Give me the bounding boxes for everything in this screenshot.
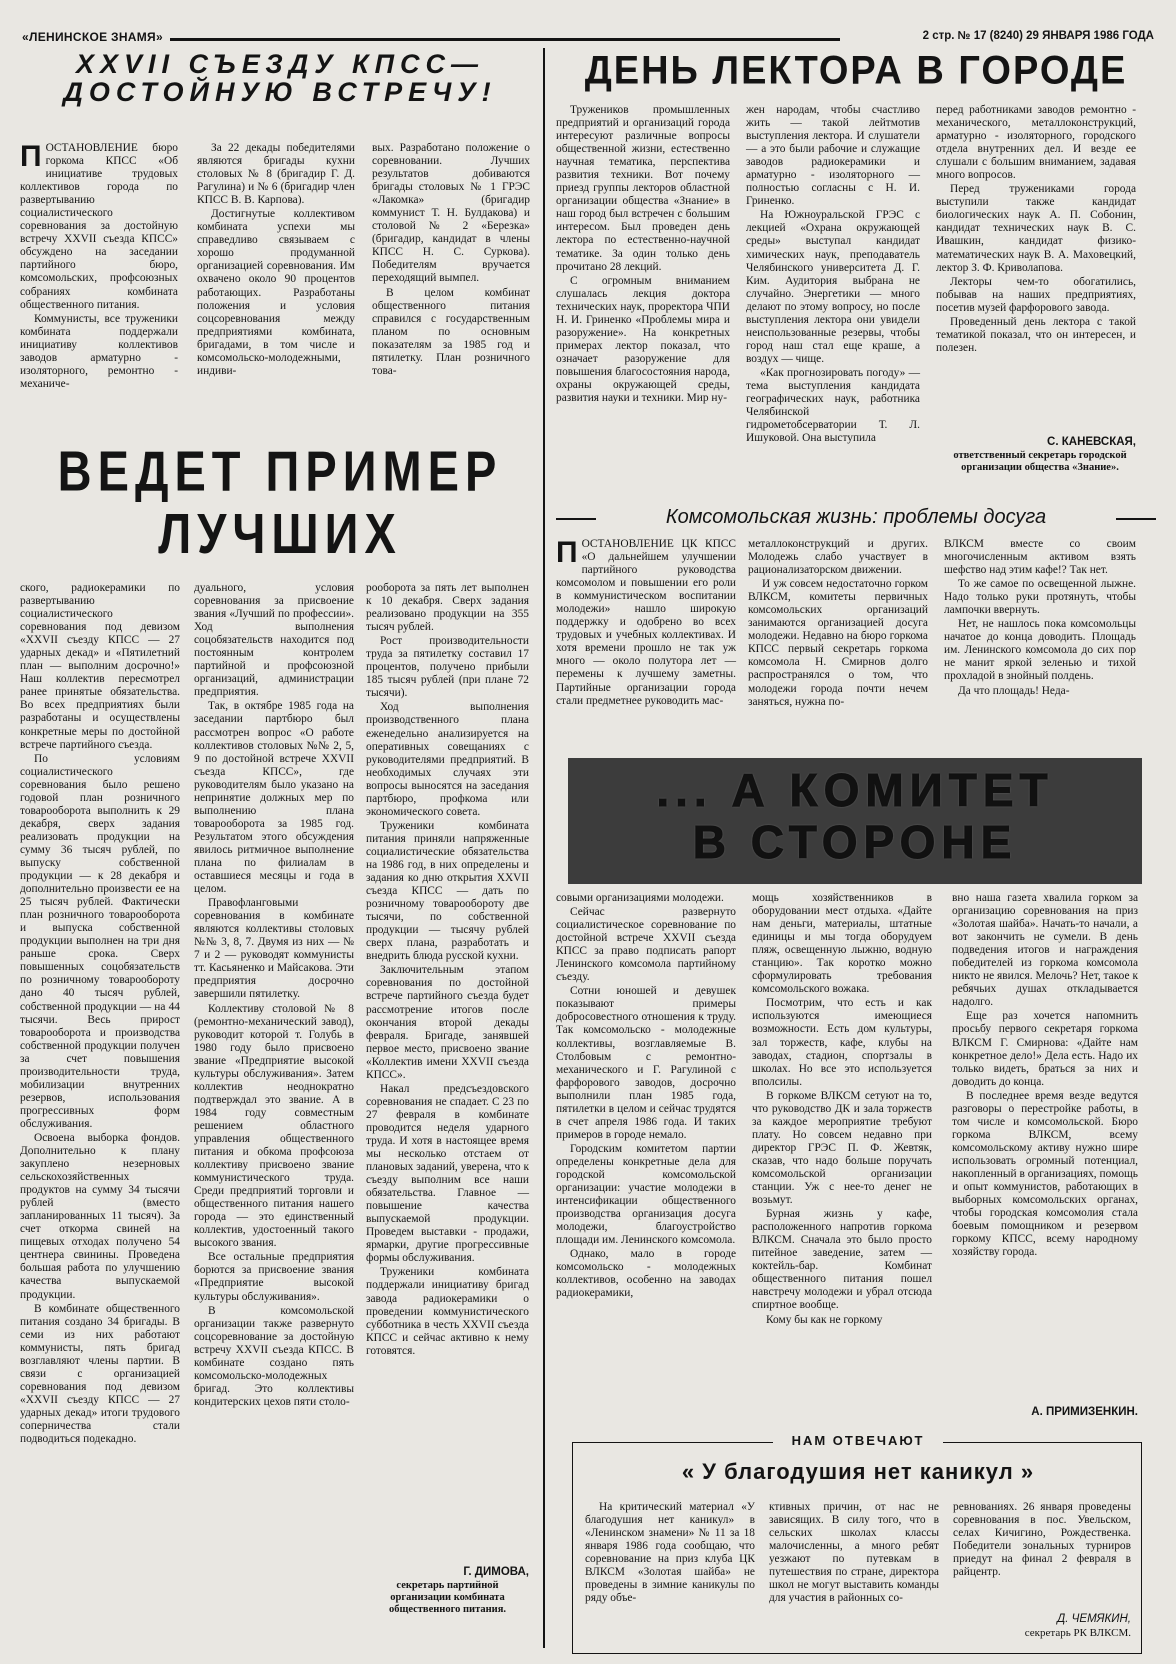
- issue-info: 2 стр. № 17 (8240) 29 ЯНВАРЯ 1986 ГОДА: [922, 30, 1154, 42]
- reply-signature: Д. ЧЕМЯКИН,: [1057, 1613, 1131, 1625]
- signature-title: секретарь партийной организации комбината общественного питания.: [388, 1580, 507, 1615]
- paragraph: металлоконструкций и других. Молодежь слабо участвует в рационализаторском движении.: [748, 538, 928, 577]
- paragraph: перед работниками заводов ремонтно - механического, металлоконструкций, арматурно - изоляторного, городского отдела внутренних дел. И везде ее слушали с большим вниманием, задавая много вопросов.: [936, 104, 1136, 182]
- dropcap: П: [556, 536, 578, 569]
- headline: [40, 440, 520, 565]
- signature: Г. ДИМОВА,: [463, 1566, 529, 1578]
- reply-col2: [769, 1501, 939, 1649]
- paragraph: Сейчас развернуто социалистическое соревнование по достойной встрече XXVII съезда КПСС за право подписать рапорт Ленинского комсомола партийному съезду.: [556, 906, 736, 984]
- rubric: [30, 50, 530, 106]
- paragraph: ктивных причин, от нас не зависящих. В силу того, что в сельских школах классы малочисленны, а много ребят уезжают по путевкам в путешествия по стране, директора школ не могут выставить команды для участия в районных со-: [769, 1501, 939, 1605]
- paragraph: Еще раз хочется напомнить просьбу первого секретаря горкома ВЛКСМ Г. Смирнова: «Дайте нам конкретное дело!» Дела есть. Надо их только видеть, браться за них и доводить до конца.: [952, 1010, 1138, 1088]
- komsomol-col3: [952, 892, 1138, 1402]
- komsomol-signature: А. ПРИМИЗЕНКИН.: [1031, 1406, 1138, 1418]
- paragraph: ского, радиокерамики по развертыванию социалистического соревнования под девизом «XXVII съезду КПСС — 27 ударных декад» и «Пятилетний план — выполним досрочно!» Наш коллектив пересмотрел ранее принятые обязательства. Во всех предприятиях были разработаны и осуществлены конкретные меры по достойной встрече партийного съезда.: [20, 582, 180, 751]
- body-col1: [20, 582, 180, 1654]
- komsomol-top-col1: [556, 538, 736, 748]
- paragraph: Коллективу столовой № 8 (ремонтно-механический завод), руководит которой т. Голубь в 1980 году было присвоено звание «Предприятие высокой культуры обслуживания». Затем коллектив неоднократно подтверждал это звание. А в 1984 году совместным решением областного управления общественного питания и обкома профсоюза коллективу присвоено звание коммунистического труда. Среди предприятий торговли и общественного питания нашего города — это единственный коллектив, удостоенный такого высокого звания.: [194, 1002, 354, 1250]
- column-divider: [543, 48, 545, 1648]
- paragraph: Перед тружениками города выступили также кандидат биологических наук А. П. Собонин, кандидат технических наук В. С. Ивашкин, кандидат физико-математических наук В. А. Маховецкий, лектор З. Ф. Криволапова.: [936, 183, 1136, 274]
- paragraph: Да что площадь! Неда-: [958, 684, 1070, 697]
- komsomol-col1: [556, 892, 736, 1422]
- komsomol-headline: [568, 764, 1142, 868]
- reply-col3: [953, 1501, 1131, 1609]
- paragraph: Труженики комбината питания приняли напряженные социалистические обязательства на 1986 год, в них определены и задания ко дню открытия XXVII съезда КПСС — дать по розничному товарообороту две тысячи, по собственной продукции — тысячу рублей сверх плана, разработать и внедрить блюда русской кухни.: [366, 819, 529, 963]
- paragraph: Городским комитетом партии определены конкретные дела для городской комсомольской организации: участие молодежи в интенсификации общественного производства организация досуга молодежи, благоустройство площади им. Ленинского комсомола.: [556, 1142, 736, 1247]
- paragraph: Труженики комбината поддержали инициативу бригад завода радиокерамики о проведении коммунистического субботника в честь XXVII съезда КПСС и сейчас активно к нему готовятся.: [366, 1266, 529, 1357]
- paragraph: В целом комбинат общественного питания справился с государственным планом по основным показателям за 1985 год и пятилетку. План розничного това-: [372, 286, 530, 377]
- rubric-rule-right: [1116, 518, 1156, 520]
- paragraph: На критический материал «У благодушия нет каникул» в «Ленинском знамени» № 11 за 18 января 1986 года сообщаю, что соревнование на приз клуба ЦК ВЛКСМ «Золотая шайба» не проведены в зимние каникулы по ряду объе-: [585, 1501, 755, 1605]
- top-col2: [197, 142, 355, 392]
- paragraph: ревнованиях. 26 января проведены соревнования в пос. Увельском, селах Кичигино, Рождественка. Победители зональных турниров приедут на финал 2 февраля в райцентр.: [953, 1501, 1131, 1579]
- paragraph: И уж совсем недостаточно горком ВЛКСМ, комитеты первичных комсомольских организаций занимаются организацией досуга молодежи. Недавно на бюро горкома КПСС первый секретарь горкома комсомола Н. Смирнов долго распространялся о том, что молодежи города почти нечем заняться, нужна по-: [748, 578, 928, 708]
- paragraph: Сотни юношей и девушек показывают примеры добросовестного отношения к труду. Так комсомольско - молодежные коллективы, возглавляемые В. Столбовым с ремонтно-механического и Г. Рагулиной с фарфорового заводов, досрочно выполнили план 1985 года, пятилетки в целом и сейчас трудятся в счет апреля 1986 года. И таких примеров в городе немало.: [556, 985, 736, 1141]
- newspaper-name: «ЛЕНИНСКОЕ ЗНАМЯ»: [22, 30, 163, 44]
- komsomol-headline-line2: В СТОРОНЕ: [692, 816, 1018, 868]
- reply-signature-title: секретарь РК ВЛКСМ.: [1024, 1627, 1131, 1639]
- rubric-rule-left: [556, 518, 596, 520]
- paragraph: В комсомольской организации также развернуто соцсоревнование за достойную встречу XXVII съезда КПСС. В комбинате создано пять комсомольско-молодежных бригад. Это коллективы кондитерских цехов пяти столо-: [194, 1304, 354, 1408]
- paragraph: Заключительным этапом соревнования по достойной встрече партийного съезда будет рассмотрение итогов после окончания второй декады февраля. Бригаде, занявшей первое место, присвоено звание «Коллектив имени XXVII съезда КПСС».: [366, 964, 529, 1081]
- paragraph: В горкоме ВЛКСМ сетуют на то, что руководство ДК и зала торжеств за каждое мероприятие требуют плату. Но совсем недавно при директор ГРЭС П. Ф. Жевтяк, сказав, что надо больше поручать комсомольской организации станции. Уж с нее-то денег не возьмут.: [752, 1089, 932, 1207]
- paragraph: ОСТАНОВЛЕНИЕ бюро горкома КПСС «Об инициативе трудовых коллективов города по развертыванию социалистического соревнования за достойную встречу XXVII съезда КПСС» обсуждено на заседании партийного бюро, комсомольских, профсоюзных собраниях комбината общественного питания.: [20, 142, 178, 311]
- lecturer-signature: С. КАНЕВСКАЯ,: [1047, 436, 1136, 448]
- lecturer-col1: [556, 104, 730, 494]
- paragraph: ВЛКСМ вместе со своим многочисленным активом взять шефство над этим кафе!? Так нет.: [944, 538, 1136, 577]
- top-col3: [372, 142, 530, 412]
- komsomol-rubric-bar: [556, 506, 1156, 534]
- paragraph: Лекторы чем-то обогатились, побывав на наших предприятиях, посетив музей фарфорового завода.: [936, 275, 1136, 314]
- komsomol-rubric: Комсомольская жизнь: проблемы досуга: [665, 506, 1047, 528]
- paragraph: вых. Разработано положение о соревновании. Лучших результатов добиваются бригады столовых № 1 ГРЭС «Лакомка» (бригадир коммунист Т. Н. Булдакова) и столовой № 2 «Березка» (бригадир, кандидат в члены КПСС Н. С. Суркова). Победителям вручается переходящий вымпел.: [372, 142, 530, 285]
- paragraph: жен народам, чтобы счастливо жить — такой лейтмотив выступления лектора. И слушатели — а это были рабочие и служащие заводов радиокерамики и арматурно - изоляторного — полностью согласны с Н. И. Гриненко.: [746, 104, 920, 208]
- paragraph: Накал предсъездовского соревнования не спадает. С 23 по 27 февраля в комбинате проводится неделя ударного труда. И хотя в настоящее время мы несколько отстаем от плановых заданий, уверена, что к съезду выполним все наши обязательства. Главное — повышение качества выпускаемой продукции. Проведем выставки - продажи, ярмарки, другие прогрессивные формы обслуживания.: [366, 1082, 529, 1265]
- komsomol-top-col2: [748, 538, 928, 748]
- body-col3: [366, 582, 529, 1562]
- paragraph: рооборота за пять лет выполнен к 10 декабря. Сверх задания реализовано продукции на 355 тысяч рублей.: [366, 582, 529, 634]
- paragraph: Достигнутые коллективом комбината успехи мы справедливо связываем с хорошо продуманной организацией соревнования. Им охвачено около 90 процентов работающих. Разработаны положения и условия соцсоревнования между предприятиями комбината, бригадами, в том числе и комсомольско-молодежными, индиви-: [197, 208, 355, 377]
- komsomol-headline-line1: ... А КОМИТЕТ: [656, 764, 1054, 816]
- paragraph: В комбинате общественного питания создано 34 бригады. В семи из них работают коммунисты, пять бригад возглавляют члены партии. В связи с организацией соревнования под девизом «XXVII съезду КПСС — 27 ударных декад» итоги трудового соперничества стали подводиться подекадно.: [20, 1302, 180, 1446]
- paragraph: «Как прогнозировать погоду» — тема выступления кандидата географических наук, работника Челябинской гидрометобсерватории Т. Л. Ишуковой. Она выступила: [746, 366, 920, 445]
- paragraph: мощь хозяйственников в оборудовании мест отдыха. «Дайте нам деньги, материалы, штатные единицы и мы тогда оборудуем пляж, освещенную лыжню, водную станцию». Так коротко можно сформулировать требования комсомольского вожака.: [752, 892, 932, 996]
- paragraph: Освоена выборка фондов. Дополнительно к плану закуплено незерновых сельскохозяйственных продуктов на сумму 34 тысячи рублей (вместо запланированных 11 тысяч). За счет откорма свиней на пищевых отходах получено 54 центнера свинины. Проведена большая работа по улучшению качества выпускаемой продукции.: [20, 1131, 180, 1301]
- rubric-line1: XXVII СЪЕЗДУ КПСС—: [75, 49, 485, 79]
- reply-col1: [585, 1501, 755, 1649]
- komsomol-headline-block: [568, 758, 1142, 884]
- reply-box: [572, 1433, 1142, 1654]
- paragraph: Нет, не нашлось пока комсомольцы начатое до конца доводить. Площадь им. Ленинского комсомола до сих пор не манит яркой зеленью и тихой прохладой в знойный полдень.: [944, 618, 1136, 683]
- paragraph: Бурная жизнь у кафе, расположенного напротив горкома ВЛКСМ. Сначала это было просто питейное заведение, затем — коктейль-бар. Комбинат общественного питания пошел навстречу молодежи и убрал отсюда спиртное вообще.: [752, 1208, 932, 1312]
- headline-line1: ВЕДЕТ ПРИМЕР: [57, 438, 503, 503]
- paragraph: Проведенный день лектора с такой тематикой показал, что он интересен, и полезен.: [936, 315, 1136, 354]
- paragraph: Так, в октябре 1985 года на заседании партбюро был рассмотрен вопрос «О работе коллективов столовых №№ 2, 5, 9 по достойной встрече XXVII съезда КПСС», где руководителям было указано на непринятие должных мер по выполнению плана товарооборота за 1985 год. Результатом этого обсуждения явилось ритмичное выполнение плана по филиалам в оставшиеся месяцы и года в целом.: [194, 700, 354, 896]
- komsomol-top-col3: [944, 538, 1136, 748]
- paragraph: Коммунисты, все труженики комбината поддержали инициативу коллективов заводов арматурно - изоляторного, ремонтно - механиче-: [20, 312, 178, 390]
- dropcap: П: [20, 140, 42, 173]
- paragraph: Все остальные предприятия борются за присвоение звания «Предприятие высокой культуры обслуживания».: [194, 1251, 354, 1303]
- paragraph: дуального, условия соревнования за присвоение звания «Лучший по профессии». Ход выполнения соцобязательств находится под постоянным контролем партийной и профсоюзной организаций, администрации предприятия.: [194, 582, 354, 699]
- paragraph: По условиям социалистического соревнования было решено годовой план розничного товарооборота выполнить к 29 декабря, сверх задания реализовать продукции на сумму 36 тысяч рублей, по выпуску собственной продукции — к 28 декабря и дополнительно произвести ее на 25 тысяч рублей. Фактически план розничного товарооборота и выпуска собственной продукции выполнен на три дня раньше срока. Сверх повышенных соцобязательств по розничному товарообороту дано 40 тысяч рублей, собственной продукции — на 44 тысячи. Весь прирост товарооборота и производства собственной продукции получен за счет повышения производительности труда, мобилизации внутренних резервов, использования прогрессивных форм обслуживания.: [20, 752, 180, 1130]
- lecturer-headline: ДЕНЬ ЛЕКТОРА В ГОРОДЕ: [584, 48, 1128, 94]
- reply-headline: « У благодушия нет каникул »: [681, 1459, 1035, 1484]
- paragraph: Ход выполнения производственного плана еженедельно анализируется на оперативных совещаниях с руководителями предприятий. В необходимых случаях эти вопросы выносятся на заседания партбюро, профкома или экономического совета.: [366, 701, 529, 818]
- paragraph: На Южноуральской ГРЭС с лекцией «Охрана окружающей среды» выступал кандидат химических наук, преподаватель Челябинского университета Д. Г. Ким. Аудитория выбрана не случайно. Энергетики — много делают по этому вопросу, но после выступления лектора они увидели неиспользованные резервы, чтобы город наш стал еще краше, а воздух — чище.: [746, 209, 920, 365]
- headline-line2: ЛУЧШИХ: [158, 501, 402, 565]
- reply-rubric: НАМ ОТВЕЧАЮТ: [773, 1433, 943, 1448]
- paragraph: ОСТАНОВЛЕНИЕ ЦК КПСС «О дальнейшем улучшении партийного руководства комсомолом и повышении его роли в коммунистическом воспитании молодежи» нашло широкую поддержку и одобрено во всех трудовых и учебных коллективах. И хотя времени прошло не так уж много — около полутора лет — перемены к лучшему заметны. Партийные организации города стали предметнее руководить мас-: [556, 538, 736, 707]
- lecturer-signature-title: ответственный секретарь городской организации общества «Знание».: [953, 450, 1127, 473]
- paragraph: Рост производительности труда за пятилетку составил 17 процентов, получено прибыли 185 тысяч рублей (при плане 72 тысячи).: [366, 635, 529, 700]
- paragraph: Кому бы как не горкому: [766, 1313, 883, 1326]
- paragraph: С огромным вниманием слушалась лекция доктора технических наук, проректора ЧПИ Н. И. Гриненко «Проблемы мира и разоружение». На конкретных примерах лектор показал, что означает разоружение для повышения благосостояния народа, охраны окружающей среды, развития науки и техники. Мир ну-: [556, 274, 730, 405]
- rubric-line2: ДОСТОЙНУЮ ВСТРЕЧУ!: [63, 77, 497, 107]
- body-col2: [194, 582, 354, 1654]
- paragraph: Однако, мало в городе комсомольско - молодежных коллективов, особенно на заводах радиокерамики,: [556, 1248, 736, 1300]
- paragraph: В последнее время везде ведутся разговоры о перестройке работы, в том числе и комсомольской. Бюро горкома ВЛКСМ, всему комсомольскому активу нужно шире использовать огромный потенциал, накопленный в организациях, помощь и опыт коммунистов, работающих в выборных комсомольских органах, чтобы городская комсомолия стала боевым помощником и резервом горкому КПСС, всему народному хозяйству города.: [952, 1089, 1138, 1259]
- paragraph: За 22 декады победителями являются бригады кухни столовых № 8 (бригадир Г. Д. Рагулина) и № 6 (бригадир член КПСС В. В. Карпова).: [197, 142, 355, 207]
- paragraph: Правофланговыми соревнования в комбинате являются коллективы столовых №№ 3, 8, 7. Двумя из них — № 7 и 2 — руководят коммунисты тт. Касьяненко и Майсакова. Эти предприятия досрочно завершили пятилетку.: [194, 897, 354, 1001]
- top-col1: [20, 140, 178, 390]
- masthead-rule: [170, 38, 840, 41]
- paragraph: Тружеников промышленных предприятий и организаций города интересуют различные вопросы общественной жизни, естественно научная тематика, перспектива развития техники. Вот почему приезд группы лекторов областной организации общества «Знание» в наш город был встречен с большим интересом. Был проведен день лектора по естественно-научной тематике. За один только день прочитано 28 лекций.: [556, 104, 730, 273]
- lecturer-col2: [746, 104, 920, 494]
- paragraph: вно наша газета хвалила горком за организацию соревнования на приз «Золотая шайба». Начать-то начали, а вот закончить не сумели. В день подведения итогов и награждения победителей из горкома комсомола никто не явился. Мелочь? Нет, такое к ребячьих душах откладывается надолго.: [952, 892, 1138, 1009]
- paragraph: совыми организациями молодежи.: [556, 892, 724, 904]
- paragraph: То же самое по освещенной лыжне. Надо только руки протянуть, чтобы лампочки ввернуть.: [944, 578, 1136, 617]
- lecturer-col3: [936, 104, 1136, 434]
- komsomol-col2: [752, 892, 932, 1422]
- paragraph: Посмотрим, что есть и как используются имеющиеся возможности. Есть дом культуры, зал торжеств, кафе, клубы на заводах, стадион, спортзалы в школах. Но все это используется вполсилы.: [752, 997, 932, 1088]
